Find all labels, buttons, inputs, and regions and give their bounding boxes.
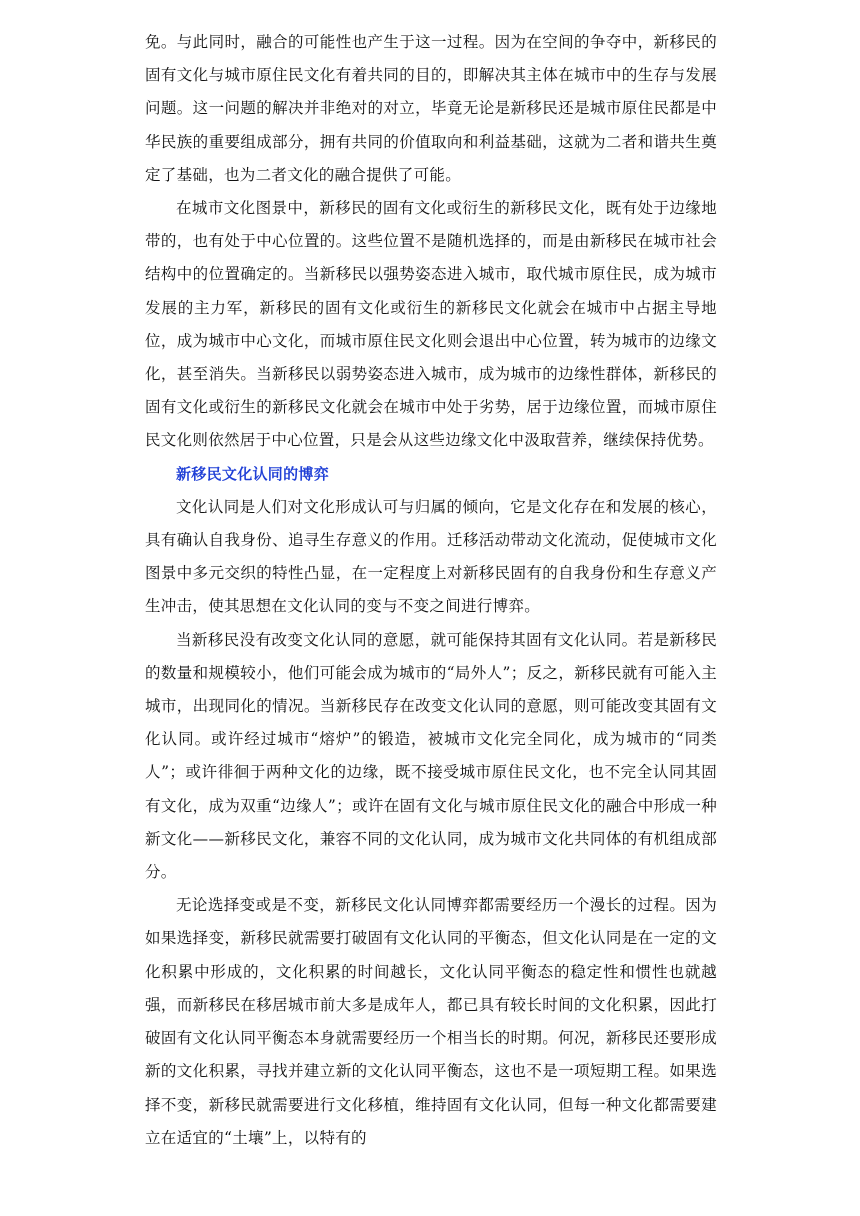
paragraph-long-process: 无论选择变或是不变，新移民文化认同博弈都需要经历一个漫长的过程。因为如果选择变，新移民就需要打破固有文化认同的平衡态，但文化认同是在一定的文化积累中形成的，文化积累的时间越长，文化认同平衡态的稳定性和惯性也就越强，而新移民在移居城市前大多是成年人，都已具有较长时间的文化积累，因此打破固有文化认同平衡态本身就需要经历一个相当长的时期。何况，新移民还要形成新的文化积累，寻找并建立新的文化认同平衡态，这也不是一项短期工程。如果选择不变，新移民就需要进行文化移植，维持固有文化认同，但每一种文化都需要建立在适宜的“土壤”上，以特有的 [145, 896, 717, 1147]
paragraph-cultural-identity: 文化认同是人们对文化形成认可与归属的倾向，它是文化存在和发展的核心，具有确认自我身份、追寻生存意义的作用。迁移活动带动文化流动，促使城市文化图景中多元交织的特性凸显，在一定程度上对新移民固有的自我身份和生存意义产生冲击，使其思想在文化认同的变与不变之间进行博弈。 [145, 497, 717, 616]
document-page [145, 26, 717, 1155]
section-heading: 新移民文化认同的博弈 [176, 464, 330, 483]
paragraph-identity-choices: 当新移民没有改变文化认同的意愿，就可能保持其固有文化认同。若是新移民的数量和规模较小，他们可能会成为城市的“局外人”；反之，新移民就有可能入主城市，出现同化的情况。当新移民存在改变文化认同的意愿，则可能改变其固有文化认同。或许经过城市“熔炉”的锻造，被城市文化完全同化，成为城市的“同类人”；或许徘徊于两种文化的边缘，既不接受城市原住民文化，也不完全认同其固有文化，成为双重“边缘人”；或许在固有文化与城市原住民文化的融合中形成一种新文化——新移民文化，兼容不同的文化认同，成为城市文化共同体的有机组成部分。 [145, 630, 717, 882]
paragraph-cultural-landscape: 在城市文化图景中，新移民的固有文化或衍生的新移民文化，既有处于边缘地带的，也有处于中心位置的。这些位置不是随机选择的，而是由新移民在城市社会结构中的位置确定的。当新移民以强势姿态进入城市，取代城市原住民，成为城市发展的主力军，新移民的固有文化或衍生的新移民文化就会在城市中占据主导地位，成为城市中心文化，而城市原住民文化则会退出中心位置，转为城市的边缘文化，甚至消失。当新移民以弱势姿态进入城市，成为城市的边缘性群体，新移民的固有文化或衍生的新移民文化就会在城市中处于劣势，居于边缘位置，而城市原住民文化则依然居于中心位置，只是会从这些边缘文化中汲取营养，继续保持优势。 [145, 199, 717, 450]
paragraph-continuation: 免。与此同时，融合的可能性也产生于这一过程。因为在空间的争夺中，新移民的固有文化与城市原住民文化有着共同的目的，即解决其主体在城市中的生存与发展问题。这一问题的解决并非绝对的对立，毕竟无论是新移民还是城市原住民都是中华民族的重要组成部分，拥有共同的价值取向和利益基础，这就为二者和谐共生奠定了基础，也为二者文化的融合提供了可能。 [145, 33, 717, 184]
